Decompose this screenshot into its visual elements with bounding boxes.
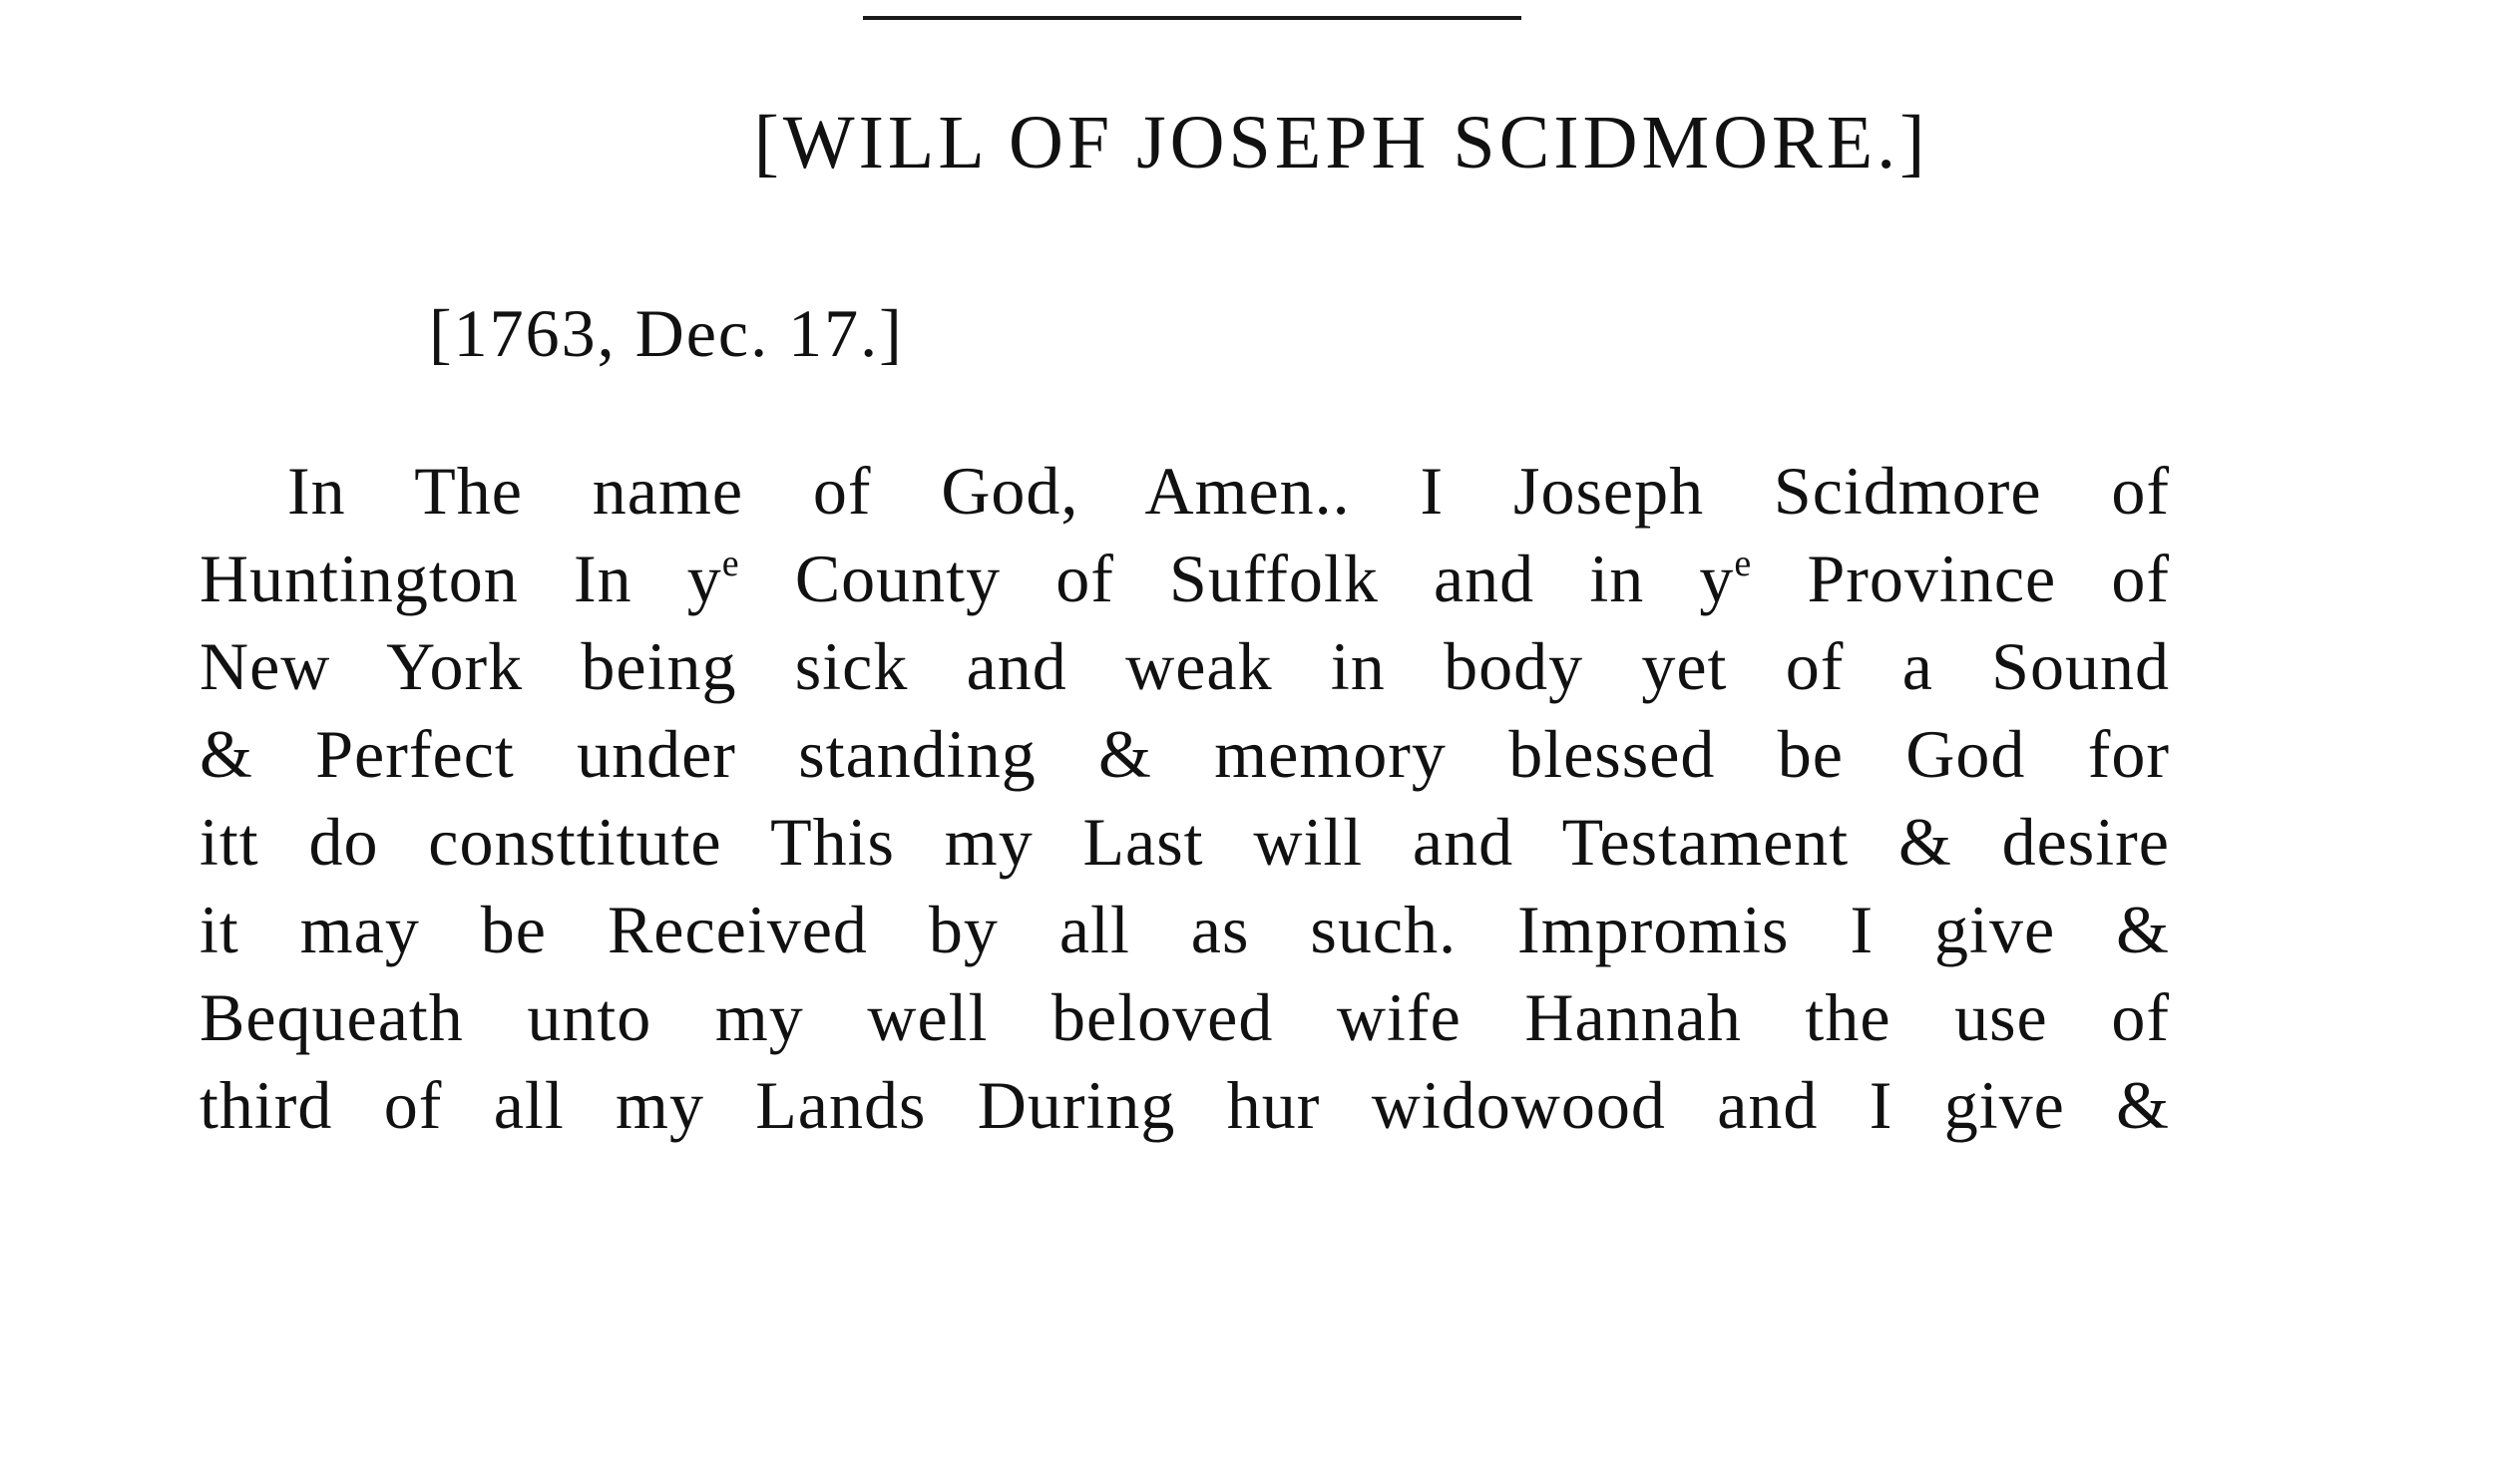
body-line-segment: Huntington In y [200, 541, 722, 616]
superscript-e: e [1734, 543, 1753, 584]
body-line: & Perfect under standing & memory blessed be God for [200, 716, 2170, 792]
body-line-segment: Province of [1752, 541, 2170, 616]
body-line: New York being sick and weak in body yet of a Sound [200, 628, 2170, 704]
body-line: third of all my Lands During hur widowood and I give & [200, 1067, 2170, 1143]
body-line [200, 535, 2170, 622]
top-rule [863, 16, 1521, 20]
superscript-e: e [721, 543, 740, 584]
document-date: [1763, Dec. 17.] [429, 295, 904, 371]
body-line: it may be Received by all as such. Impromis I give & [200, 892, 2170, 967]
document-title: [WILL OF JOSEPH SCIDMORE.] [753, 101, 1929, 185]
body-line: itt do consttitute This my Last will and Testament & desire [200, 804, 2170, 880]
body-line: Bequeath unto my well beloved wife Hannah the use of [200, 979, 2170, 1055]
body-line-segment: County of Suffolk and in y [739, 541, 1735, 616]
body-line: In The name of God, Amen.. I Joseph Scidmore of [287, 453, 2170, 529]
will-body [200, 447, 2170, 1149]
